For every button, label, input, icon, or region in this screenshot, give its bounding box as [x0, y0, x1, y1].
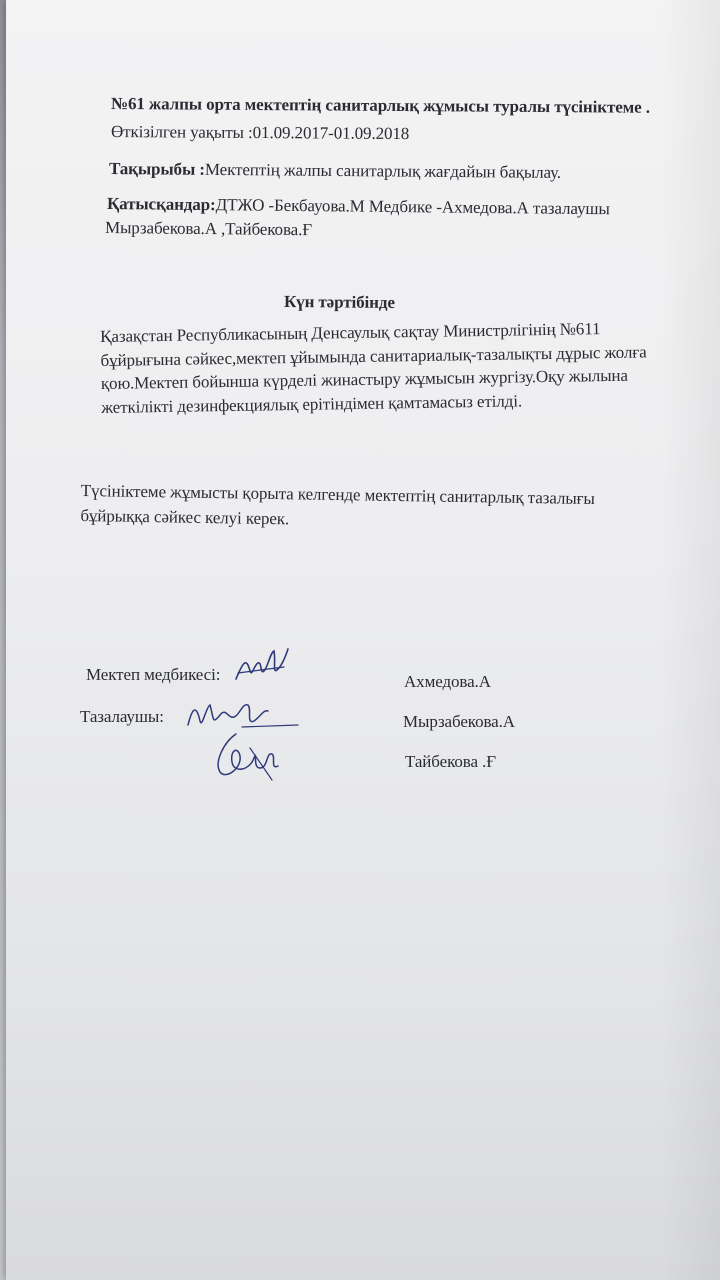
signatory-name: Тайбекова .Ғ [405, 752, 496, 771]
participants-line-2: Мырзабекова.А ,Тайбекова.Ғ [104, 218, 313, 240]
agenda-line: бұйрығына сәйкес,мектеп ұйымында санитариалық-тазалықты дұрыс жолға [100, 341, 647, 370]
agenda-paragraph [100, 316, 647, 419]
participants-value: ДТЖО -Бекбауова.М Медбике -Ахмедова.А тазалаушы [215, 195, 610, 219]
topic-value: Мектептің жалпы санитарлық жағдайын бақылау. [204, 159, 562, 182]
agenda-line: жеткілікті дезинфекциялық ерітіндімен қамтамасыз етілді. [101, 390, 523, 417]
nurse-signature-label: Мектеп медбикесі: [86, 665, 221, 684]
conclusion-line: бұйрыққа сәйкес келуі керек. [80, 505, 290, 529]
conclusion-line: Түсініктеме жұмысты қорыта келгенде мектептің санитарлық тазалығы [80, 480, 595, 509]
document-title: №61 жалпы орта мектептің санитарлық жұмысы туралы түсініктеме . [110, 94, 650, 117]
period-label: Өткізілген уақыты : [110, 122, 253, 142]
nurse-signature [232, 645, 292, 685]
agenda-line: Қазақстан Республикасының Денсаулық сақтау Министрлігінің №611 [100, 319, 601, 346]
signatory-name: Ахмедова.А [404, 672, 491, 691]
participants-label: Қатысқандар: [106, 194, 216, 215]
cleaner-signature-2 [206, 728, 286, 784]
topic-line [109, 157, 561, 184]
cleaner-signature-label: Тазалаушы: [80, 707, 164, 726]
period-value: 01.09.2017-01.09.2018 [252, 122, 410, 144]
topic-label: Тақырыбы : [108, 159, 205, 179]
period-line [111, 120, 409, 145]
signatory-name: Мырзабекова.А [403, 712, 515, 731]
conclusion-paragraph [80, 478, 595, 536]
agenda-heading: Күн тәртібінде [283, 292, 395, 312]
document-sheet [6, 0, 720, 1280]
agenda-line: қою.Мектеп бойынша күрделі жинастыру жұмысын жургізу.Оқу жылына [100, 365, 629, 393]
